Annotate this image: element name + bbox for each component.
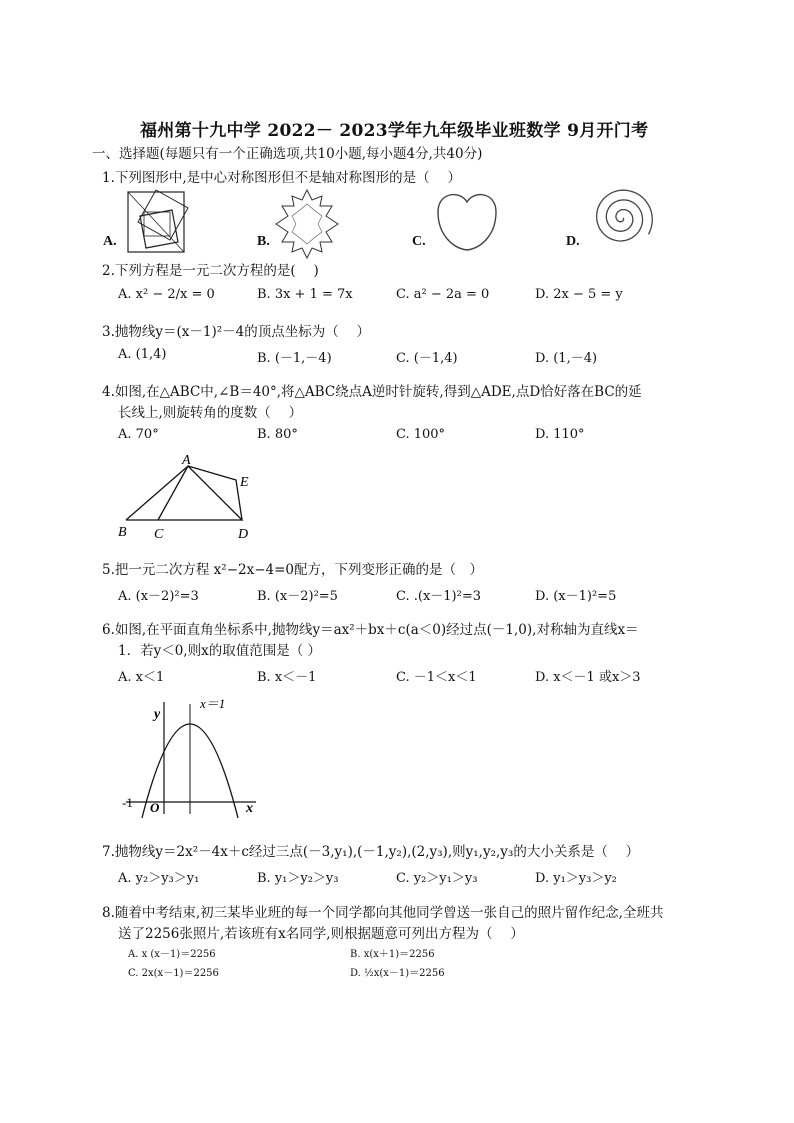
q4-option-a: A. 70° <box>118 427 159 442</box>
question-4-stem-line2: 长线上,则旋转角的度数（ ） <box>118 405 303 421</box>
question-5-stem: 5.把一元二次方程 x²−2x−4=0配方，下列变形正确的是（ ） <box>102 562 484 578</box>
q6-option-d: D. x＜－1 或x＞3 <box>535 670 641 685</box>
question-8-stem-line1: 8.随着中考结束,初三某毕业班的每一个同学都向其他同学曾送一张自己的照片留作纪念,全班共 <box>102 905 664 921</box>
q1-figure-a-squares <box>118 186 198 256</box>
q4-label-e: E <box>240 475 249 490</box>
q6-parabola-figure <box>118 694 268 822</box>
q6-x-axis-label: x <box>246 801 253 816</box>
question-3-stem: 3.抛物线y＝(x－1)²－4的顶点坐标为（ ） <box>102 324 371 340</box>
q6-y-axis-label: y <box>154 707 161 722</box>
question-1-stem: 1.下列图形中,是中心对称图形但不是轴对称图形的是（ ） <box>102 170 461 186</box>
q1-option-d-label: D. <box>566 234 580 249</box>
q4-triangle-figure <box>110 452 280 544</box>
q1-option-b-label: B. <box>257 234 270 249</box>
q1-figure-d-spiral <box>588 188 660 254</box>
q6-option-a: A. x＜1 <box>118 670 165 685</box>
q3-option-b: B. (－1,－4) <box>257 351 332 366</box>
question-2-stem: 2.下列方程是一元二次方程的是( ) <box>102 263 319 279</box>
q8-option-b: B. x(x＋1)＝2256 <box>350 949 435 960</box>
q4-label-d: D <box>238 527 249 542</box>
question-8-stem-line2: 送了2256张照片,若该班有x名同学,则根据题意可列出方程为（ ） <box>118 926 524 942</box>
q8-option-a: A. x (x－1)＝2256 <box>128 949 216 960</box>
q6-option-b: B. x＜－1 <box>257 670 317 685</box>
q5-option-a: A. (x－2)²=3 <box>118 589 199 604</box>
q3-option-d: D. (1,－4) <box>535 351 598 366</box>
q1-figure-c-heart-curve <box>432 190 502 256</box>
q1-option-a-label: A. <box>103 234 117 249</box>
question-7-stem: 7.抛物线y＝2x²－4x＋c经过三点(－3,y₁),(－1,y₂),(2,y₃),则y₁,y₂,y₃的大小关系是（ ） <box>102 844 640 860</box>
section-heading: 一、选择题(每题只有一个正确选项,共10小题,每小题4分,共40分) <box>92 146 483 162</box>
question-6-stem-line1: 6.如图,在平面直角坐标系中,抛物线y＝ax²＋bx＋c(a＜0)经过点(－1,0),对称轴为直线x＝ <box>102 622 639 638</box>
q3-option-c: C. (－1,4) <box>396 351 458 366</box>
q7-option-a: A. y₂＞y₃＞y₁ <box>118 871 200 886</box>
q5-option-d: D. (x－1)²=5 <box>535 589 617 604</box>
q2-option-d: D. 2x − 5 = y <box>535 287 623 302</box>
q4-option-c: C. 100° <box>396 427 446 442</box>
q6-origin-label: O <box>150 800 160 815</box>
q2-option-b: B. 3x + 1 = 7x <box>257 287 353 302</box>
q4-option-d: D. 110° <box>535 427 585 442</box>
q6-option-c: C. －1＜x＜1 <box>396 670 477 685</box>
q5-option-c: C. .(x－1)²=3 <box>396 589 482 604</box>
q5-option-b: B. (x－2)²=5 <box>257 589 338 604</box>
q7-option-b: B. y₁＞y₂＞y₃ <box>257 871 339 886</box>
q8-option-d: D. ½x(x－1)＝2256 <box>350 968 445 979</box>
q4-label-a: A <box>182 453 191 468</box>
q4-label-c: C <box>154 527 164 542</box>
q8-option-c: C. 2x(x－1)＝2256 <box>128 968 219 979</box>
q6-symmetry-axis-label: x＝1 <box>200 696 226 711</box>
q7-option-d: D. y₁＞y₃＞y₂ <box>535 871 617 886</box>
q3-option-a: A. (1,4) <box>118 347 167 362</box>
question-6-stem-line2: 1．若y＜0,则x的取值范围是（ ） <box>118 643 322 659</box>
q1-figure-b-snowflake <box>272 188 342 260</box>
question-4-stem-line1: 4.如图,在△ABC中,∠B＝40°,将△ABC绕点A逆时针旋转,得到△ADE,点D恰好落在BC的延 <box>102 384 642 400</box>
q2-option-a: A. x² − 2/x = 0 <box>118 287 215 302</box>
q4-option-b: B. 80° <box>257 427 298 442</box>
q7-option-c: C. y₂＞y₁＞y₃ <box>396 871 478 886</box>
q6-minus-one-label: -1 <box>122 795 133 810</box>
q2-option-c: C. a² − 2a = 0 <box>396 287 490 302</box>
q1-option-c-label: C. <box>412 234 426 249</box>
page-title: 福州第十九中学 2022－ 2023学年九年级毕业班数学 9月开门考 <box>140 121 649 141</box>
q4-label-b: B <box>118 525 127 540</box>
